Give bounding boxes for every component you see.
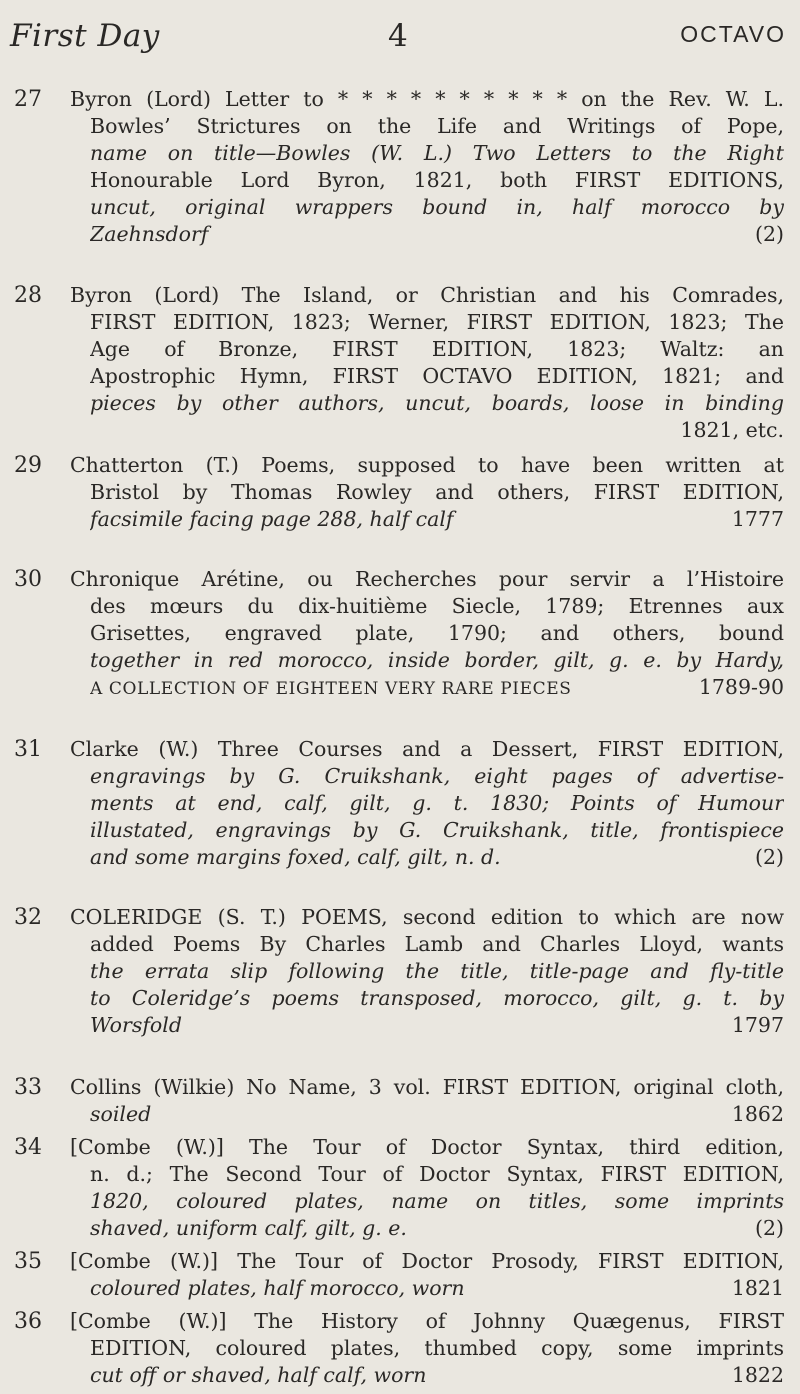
description-text: Zaehnsdorf — [90, 222, 209, 246]
lot-description — [70, 1074, 784, 1128]
lot-description — [70, 86, 784, 248]
lot-description — [70, 1248, 784, 1302]
lot-date: (2) — [754, 222, 784, 246]
description-line: COLERIDGE (S. T.) POEMS, second edition to which are now — [70, 905, 784, 929]
lot-date: (2) — [754, 1216, 784, 1240]
description-line: Byron (Lord) The Island, or Christian and his Comrades, — [70, 283, 784, 307]
description-line: the errata slip following the title, title-page and fly-title — [90, 959, 784, 983]
lot-number: 29 — [14, 453, 42, 478]
lot-date: 1862 — [731, 1102, 784, 1126]
lot-number: 30 — [14, 567, 42, 592]
lot-description — [70, 1134, 784, 1242]
description-line — [90, 1215, 784, 1242]
description-line: name on title—Bowles (W. L.) Two Letters to the Right — [90, 141, 784, 165]
description-text: A COLLECTION OF EIGHTEEN VERY RARE PIECES — [90, 679, 572, 699]
description-line — [90, 1362, 784, 1389]
lot-description — [70, 904, 784, 1039]
lot-date: 1789-90 — [698, 675, 784, 699]
lot-number: 32 — [14, 905, 42, 930]
lot-description — [70, 736, 784, 871]
description-line: Age of Bronze, FIRST EDITION, 1823; Waltz: an — [90, 337, 784, 361]
description-line: ments at end, calf, gilt, g. t. 1830; Points of Humour — [90, 791, 784, 815]
description-line — [90, 1012, 784, 1039]
description-text: shaved, uniform calf, gilt, g. e. — [90, 1216, 407, 1240]
description-line: Bowles’ Strictures on the Life and Writings of Pope, — [90, 114, 784, 138]
description-line — [90, 1275, 784, 1302]
lot-number: 35 — [14, 1249, 42, 1274]
description-line: Bristol by Thomas Rowley and others, FIRST EDITION, — [90, 480, 784, 504]
description-line — [90, 221, 784, 248]
description-text: coloured plates, half morocco, worn — [90, 1276, 465, 1300]
lot-date: 1821 — [731, 1276, 784, 1300]
description-line: [Combe (W.)] The History of Johnny Quægenus, FIRST — [70, 1309, 784, 1333]
lot-number: 34 — [14, 1135, 42, 1160]
description-line: 1820, coloured plates, name on titles, some imprints — [90, 1189, 784, 1213]
description-line: added Poems By Charles Lamb and Charles Lloyd, wants — [90, 932, 784, 956]
lot-number: 27 — [14, 87, 42, 112]
description-line — [90, 506, 784, 533]
lot-date: 1822 — [731, 1363, 784, 1387]
lot-description — [70, 1308, 784, 1389]
lot-number: 31 — [14, 737, 42, 762]
description-line: Chronique Arétine, ou Recherches pour servir a l’Histoire — [70, 567, 784, 591]
description-line — [90, 417, 784, 444]
lot-number: 28 — [14, 283, 42, 308]
lot-date: 1777 — [731, 507, 784, 531]
description-line: engravings by G. Cruikshank, eight pages of advertise- — [90, 764, 784, 788]
description-line: Honourable Lord Byron, 1821, both FIRST EDITIONS, — [90, 168, 784, 192]
description-line — [90, 674, 784, 703]
lot-date: 1797 — [731, 1013, 784, 1037]
description-line: Chatterton (T.) Poems, supposed to have been written at — [70, 453, 784, 477]
description-line: together in red morocco, inside border, gilt, g. e. by Hardy, — [90, 648, 784, 672]
description-text: and some margins foxed, calf, gilt, n. d. — [90, 845, 501, 869]
description-line: FIRST EDITION, 1823; Werner, FIRST EDITION, 1823; The — [90, 310, 784, 334]
description-line: Grisettes, engraved plate, 1790; and others, bound — [90, 621, 784, 645]
section-title: OCTAVO — [680, 21, 786, 47]
lot-description — [70, 282, 784, 444]
description-line — [90, 844, 784, 871]
description-text: soiled — [90, 1102, 152, 1126]
description-line: illustated, engravings by G. Cruikshank, title, frontispiece — [90, 818, 784, 842]
description-line — [90, 1101, 784, 1128]
description-line: pieces by other authors, uncut, boards, loose in binding — [90, 391, 784, 415]
description-line: Collins (Wilkie) No Name, 3 vol. FIRST EDITION, original cloth, — [70, 1075, 784, 1099]
lot-date: 1821, etc. — [680, 418, 784, 442]
lot-description — [70, 566, 784, 703]
lot-number: 33 — [14, 1075, 42, 1100]
description-line: des mœurs du dix-huitième Siecle, 1789; Etrennes aux — [90, 594, 784, 618]
description-text: cut off or shaved, half calf, worn — [90, 1363, 427, 1387]
description-line: n. d.; The Second Tour of Doctor Syntax, FIRST EDITION, — [90, 1162, 784, 1186]
lot-description — [70, 452, 784, 533]
running-head — [10, 18, 786, 58]
description-text: Worsfold — [90, 1013, 182, 1037]
description-line: to Coleridge’s poems transposed, morocco, gilt, g. t. by — [90, 986, 784, 1010]
sale-day-title: First Day — [10, 18, 160, 54]
description-line: Apostrophic Hymn, FIRST OCTAVO EDITION, 1821; and — [90, 364, 784, 388]
description-line: uncut, original wrappers bound in, half morocco by — [90, 195, 784, 219]
description-line: Byron (Lord) Letter to * * * * * * * * * * on the Rev. W. L. — [70, 87, 784, 111]
description-line: EDITION, coloured plates, thumbed copy, some imprints — [90, 1336, 784, 1360]
description-line: Clarke (W.) Three Courses and a Dessert, FIRST EDITION, — [70, 737, 784, 761]
description-line: [Combe (W.)] The Tour of Doctor Syntax, third edition, — [70, 1135, 784, 1159]
lot-number: 36 — [14, 1309, 42, 1334]
lot-date: (2) — [754, 845, 784, 869]
description-line: [Combe (W.)] The Tour of Doctor Prosody, FIRST EDITION, — [70, 1249, 784, 1273]
page-number: 4 — [388, 18, 408, 54]
description-text: facsimile facing page 288, half calf — [90, 507, 454, 531]
